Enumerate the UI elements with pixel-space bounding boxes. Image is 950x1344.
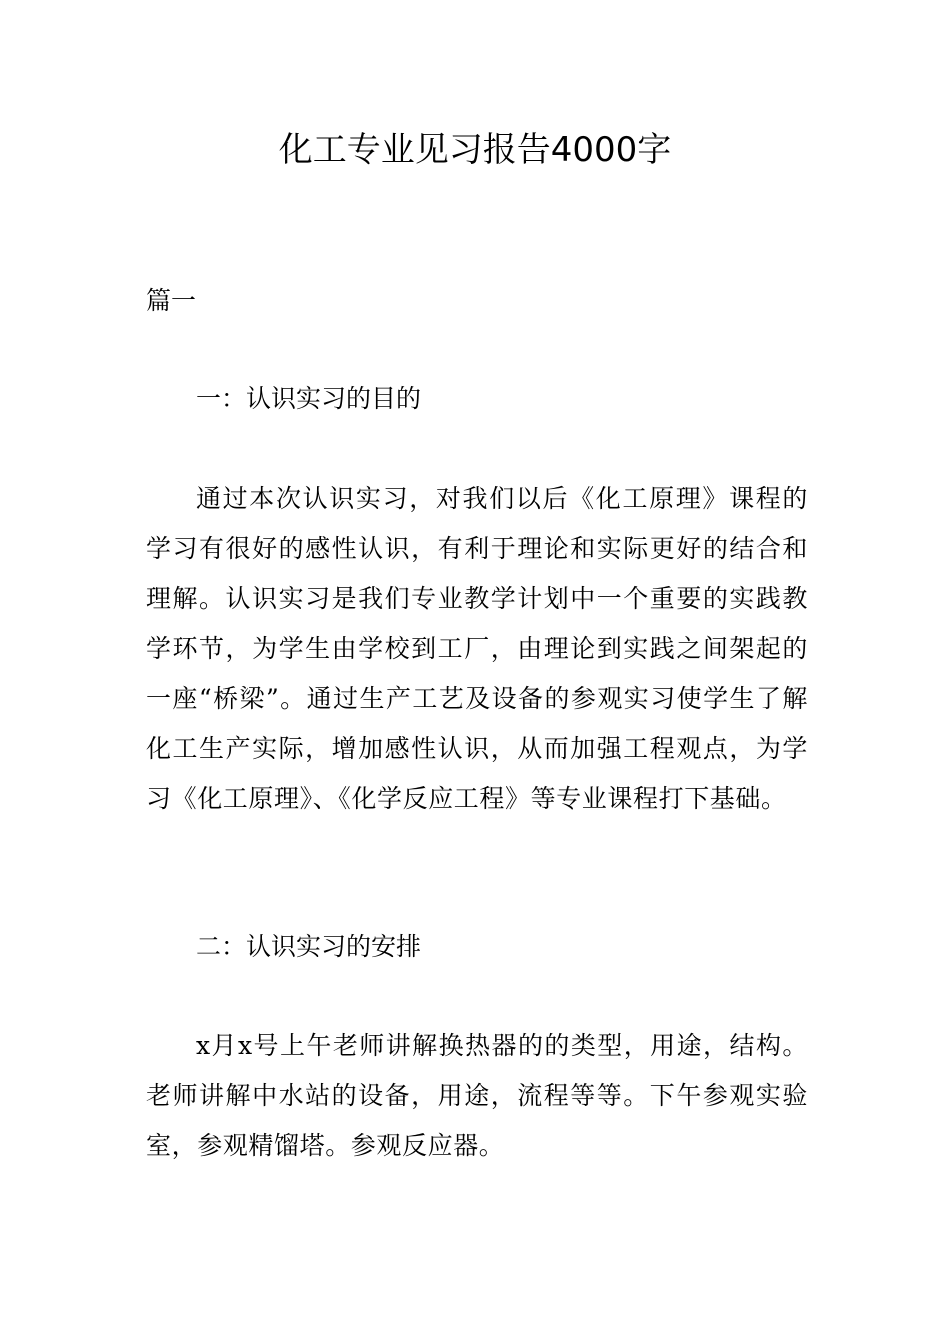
paragraph-purpose: 通过本次认识实习，对我们以后《化工原理》课程的学习有很好的感性认识，有利于理论和实际更好的结合和理解。认识实习是我们专业教学计划中一个重要的实践教学环节，为学生由学校到工厂，由理论到实践之间架起的一座“桥梁”。通过生产工艺及设备的参观实习使学生了解化工生产实际，增加感性认识，从而加强工程观点，为学习《化工原理》、《化学反应工程》等专业课程打下基础。: [146, 484, 808, 813]
section-mark: 篇一: [146, 286, 197, 315]
section-heading-purpose: 一：认识实习的目的: [196, 384, 422, 413]
document-title: 化工专业见习报告4000字: [278, 130, 672, 170]
section-heading-arrangement: 二：认识实习的安排: [196, 932, 422, 961]
paragraph-arrangement: x月x号上午老师讲解换热器的的类型，用途，结构。老师讲解中水站的设备，用途，流程等等。下午参观实验室，参观精馏塔。参观反应器。: [146, 1031, 808, 1160]
